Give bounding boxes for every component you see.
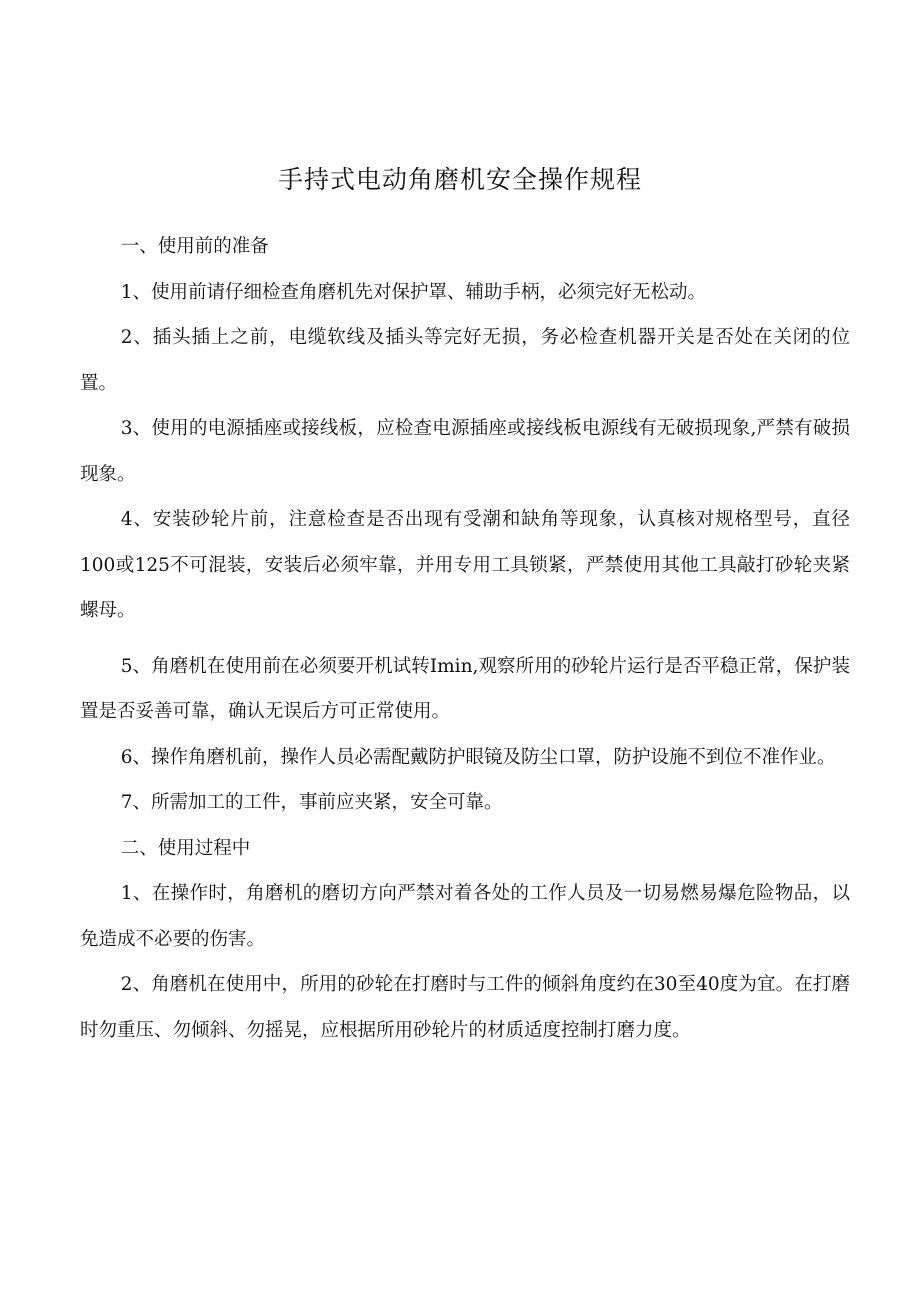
section-heading-preparation: 一、使用前的准备 <box>120 236 269 257</box>
paragraph-use-2: 2、角磨机在使用中，所用的砂轮在打磨时与工件的倾斜角度约在30至40度为宜。在打磨时勿重压、勿倾斜、勿摇晃，应根据所用砂轮片的材质适度控制打磨力度。 <box>80 974 850 1041</box>
document-body <box>80 224 850 1053</box>
paragraph-prep-6: 6、操作角磨机前，操作人员必需配戴防护眼镜及防尘口罩，防护设施不到位不准作业。 <box>120 746 836 768</box>
paragraph-prep-7: 7、所需加工的工件，事前应夹紧，安全可靠。 <box>120 792 503 813</box>
paragraph-prep-4: 4、安装砂轮片前，注意检查是否出现有受潮和缺角等现象，认真核对规格型号，直径100或125不可混装，安装后必须牢靠，并用专用工具锁紧，严禁使用其他工具敲打砂轮夹紧螺母。 <box>80 509 850 621</box>
document-title: 手持式电动角磨机安全操作规程 <box>277 165 642 194</box>
paragraph-prep-1: 1、使用前请仔细检查角磨机先对保护罩、辅助手柄，必须完好无松动。 <box>120 281 706 303</box>
paragraph-use-1: 1、在操作时，角磨机的磨切方向严禁对着各处的工作人员及一切易燃易爆危险物品，以免造成不必要的伤害。 <box>80 883 850 950</box>
paragraph-prep-3: 3、使用的电源插座或接线板，应检查电源插座或接线板电源线有无破损现象,严禁有破损现象。 <box>80 418 850 485</box>
paragraph-prep-2: 2、插头插上之前，电缆软线及插头等完好无损，务必检查机器开关是否处在关闭的位置。 <box>80 327 850 394</box>
section-heading-in-use: 二、使用过程中 <box>120 837 251 859</box>
paragraph-prep-5: 5、角磨机在使用前在必须要开机试转Imin,观察所用的砂轮片运行是否平稳正常，保护装置是否妥善可靠，确认无误后方可正常使用。 <box>80 655 850 722</box>
